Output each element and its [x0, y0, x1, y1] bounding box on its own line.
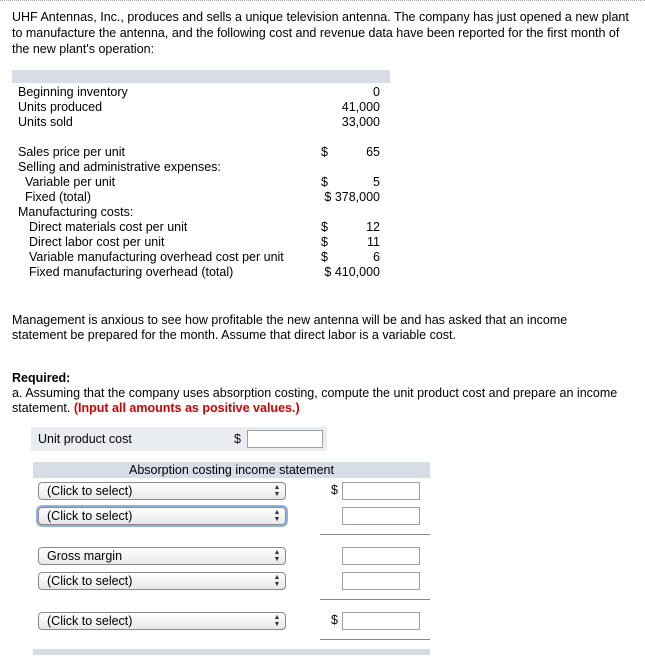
row-variable-per-unit: [12, 175, 390, 190]
select-text: Gross margin: [47, 549, 123, 563]
problem-intro: UHF Antennas, Inc., produces and sells a unique television antenna. The company has just opened a new plant to manufacture the antenna, and the following cost and revenue data have been reported for the first month of the new plant's operation:: [12, 10, 629, 56]
row-currency: $: [321, 220, 328, 234]
row-label: Manufacturing costs:: [18, 205, 134, 219]
line-item-select-4[interactable]: [38, 572, 286, 590]
row-beginning-inventory: [12, 85, 390, 100]
row-sga-header: [12, 160, 390, 175]
updown-arrows-icon: ▲ ▼: [273, 614, 281, 628]
row-currency: $: [321, 235, 328, 249]
unit-product-cost-label: Unit product cost: [38, 432, 132, 446]
total-rule: [320, 639, 430, 640]
select-text: (Click to select): [47, 484, 133, 498]
top-dotted-rule: [0, 0, 645, 1]
unit-product-cost-dollar: $: [234, 432, 241, 446]
row-label: Variable manufacturing overhead cost per unit: [29, 250, 284, 264]
row-label: Fixed (total): [25, 190, 91, 204]
amount-input-5[interactable]: [342, 612, 420, 630]
dollar-sign: $: [331, 613, 338, 627]
line-item-select-2[interactable]: [38, 507, 286, 525]
subtotal-rule: [320, 599, 430, 600]
management-paragraph: Management is anxious to see how profitable the new antenna will be and has asked that an income statement be prepared for the month. Assume that direct labor is a variable cost.: [12, 313, 568, 342]
row-value: 5: [373, 175, 380, 189]
amount-input-4[interactable]: [342, 572, 420, 590]
subtotal-rule: [320, 534, 430, 535]
unit-product-cost-panel: [31, 427, 327, 451]
row-label: Direct materials cost per unit: [29, 220, 188, 234]
updown-arrows-icon: ▲ ▼: [273, 574, 281, 588]
amount-input-2[interactable]: [342, 507, 420, 525]
required-a-text: a. Assuming that the company uses absorption costing, compute the unit product cost and prepare an income statement.: [12, 386, 618, 415]
gross-margin-select[interactable]: [38, 547, 286, 565]
row-direct-labor: [12, 235, 390, 250]
row-sales-price: [12, 145, 390, 160]
updown-arrows-icon: ▲ ▼: [273, 549, 281, 563]
row-label: Sales price per unit: [18, 145, 126, 159]
amount-input-3[interactable]: [342, 547, 420, 565]
updown-arrows-icon: ▲ ▼: [273, 509, 281, 523]
required-a: [12, 386, 622, 416]
row-value: 12: [366, 220, 380, 234]
row-variable-overhead: [12, 250, 390, 265]
footer-band: [33, 649, 430, 655]
row-value: $ 378,000: [324, 190, 380, 204]
row-value: 41,000: [341, 100, 380, 114]
amount-input-1[interactable]: [342, 482, 420, 500]
row-direct-materials: [12, 220, 390, 235]
row-value: 6: [373, 250, 380, 264]
cost-data-table: [12, 70, 390, 279]
row-label: Variable per unit: [25, 175, 116, 189]
table-header-band: [12, 70, 390, 83]
row-value: $ 410,000: [324, 265, 380, 279]
dollar-sign: $: [331, 483, 338, 497]
row-mfg-header: [12, 205, 390, 220]
line-item-select-5[interactable]: [38, 612, 286, 630]
row-label: Direct labor cost per unit: [29, 235, 165, 249]
row-label: Selling and administrative expenses:: [18, 160, 221, 174]
row-label: Units produced: [18, 100, 103, 114]
row-label: Units sold: [18, 115, 73, 129]
updown-arrows-icon: ▲ ▼: [273, 484, 281, 498]
row-value: 11: [367, 235, 380, 249]
row-label: Beginning inventory: [18, 85, 128, 99]
select-text: (Click to select): [47, 614, 133, 628]
row-value: 65: [366, 145, 380, 159]
row-value: 33,000: [341, 115, 380, 129]
required-heading: Required:: [12, 371, 71, 385]
row-currency: $: [321, 145, 328, 159]
row-value: 0: [373, 85, 380, 99]
required-a-note: (Input all amounts as positive values.): [73, 401, 300, 415]
row-label: Fixed manufacturing overhead (total): [29, 265, 234, 279]
row-units-sold: [12, 115, 390, 130]
row-units-produced: [12, 100, 390, 115]
row-fixed-overhead: [12, 265, 390, 280]
row-currency: $: [321, 250, 328, 264]
select-text: (Click to select): [47, 509, 133, 523]
income-statement-title: Absorption costing income statement: [33, 462, 430, 478]
unit-product-cost-input[interactable]: [247, 430, 323, 448]
select-text: (Click to select): [47, 574, 133, 588]
row-fixed-total: [12, 190, 390, 205]
row-currency: $: [321, 175, 328, 189]
line-item-select-1[interactable]: [38, 482, 286, 500]
